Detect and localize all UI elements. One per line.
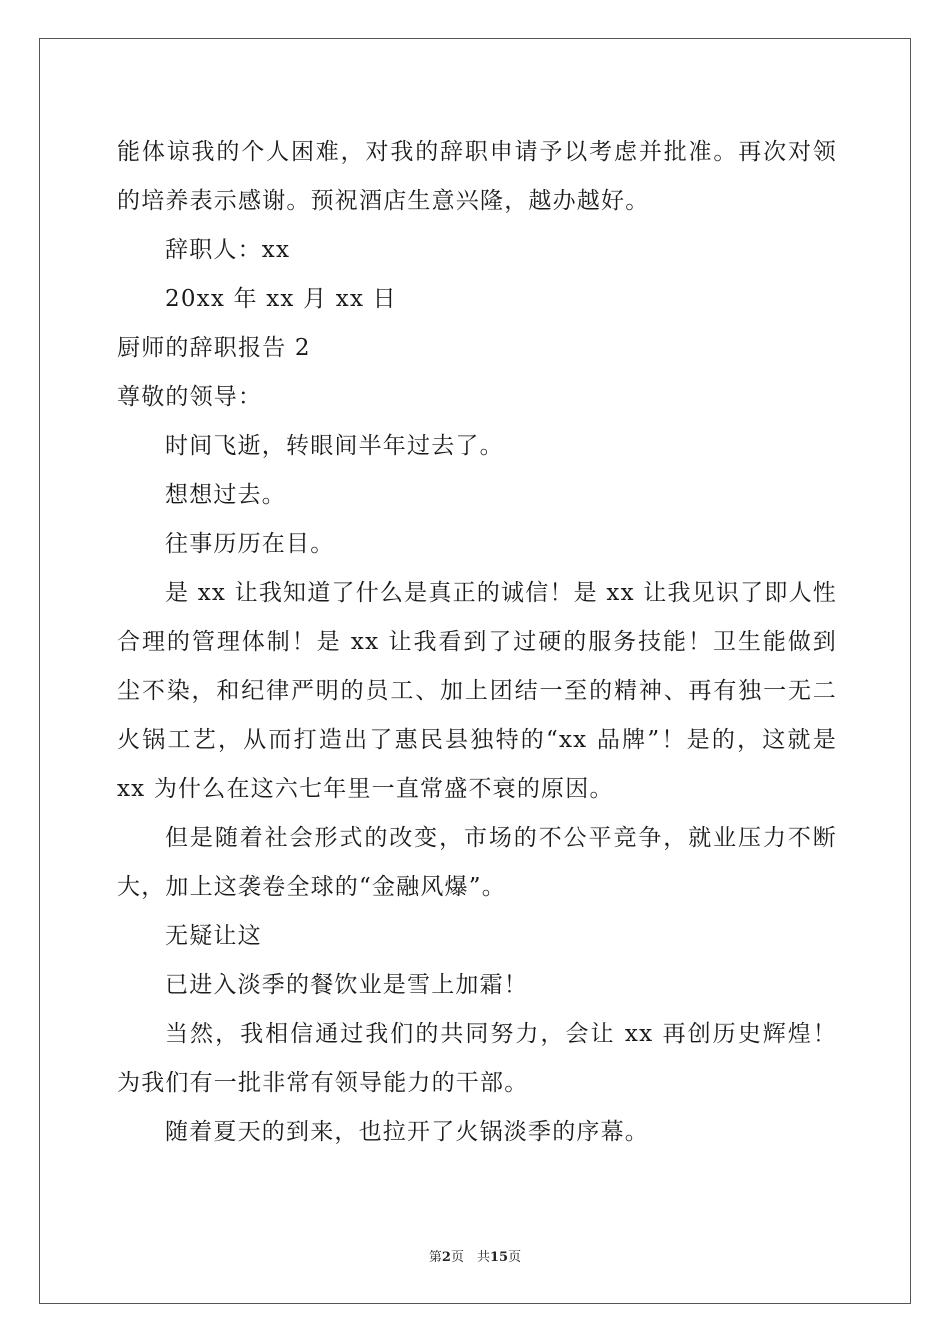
document-body (117, 128, 837, 1157)
footer-prefix: 第 (428, 1250, 442, 1265)
footer-page-total: 15 (489, 1250, 509, 1265)
document-line: 尘不染，和纪律严明的员工、加上团结一至的精神、再有独一无二 (117, 678, 837, 704)
document-line: 的培养表示感谢。预祝酒店生意兴隆，越办越好。 (117, 188, 650, 214)
footer-suffix: 页 (508, 1250, 522, 1265)
footer-middle: 页 共 (450, 1250, 490, 1265)
document-line: 是 xx 让我知道了什么是真正的诚信！是 xx 让我见识了即人性 (165, 580, 837, 606)
document-line: 无疑让这 (165, 923, 262, 949)
document-line: 厨师的辞职报告 2 (117, 335, 311, 361)
document-line: 尊敬的领导： (117, 384, 263, 410)
document-line: 但是随着社会形式的改变，市场的不公平竞争，就业压力不断 (165, 825, 837, 851)
document-line: 随着夏天的到来，也拉开了火锅淡季的序幕。 (165, 1119, 649, 1145)
page-footer (0, 1246, 950, 1265)
document-line: 能体谅我的个人困难，对我的辞职申请予以考虑并批准。再次对领 (117, 139, 837, 165)
document-line: 当然，我相信通过我们的共同努力，会让 xx 再创历史辉煌！ (165, 1021, 837, 1047)
document-line: 大，加上这袭卷全球的“金融风爆”。 (117, 874, 506, 900)
document-line: 辞职人：xx (165, 237, 291, 263)
document-line: 想想过去。 (165, 482, 286, 508)
document-line: 火锅工艺，从而打造出了惠民县独特的“xx 品牌”！是的，这就是 (117, 727, 837, 753)
document-line: xx 为什么在这六七年里一直常盛不衰的原因。 (117, 776, 614, 802)
document-line: 时间飞逝，转眼间半年过去了。 (165, 433, 504, 459)
document-line: 往事历历在目。 (165, 531, 335, 557)
document-line: 20xx 年 xx 月 xx 日 (165, 286, 397, 312)
document-line: 为我们有一批非常有领导能力的干部。 (117, 1070, 529, 1096)
footer-page-current: 2 (441, 1250, 451, 1265)
document-line: 合理的管理体制！是 xx 让我看到了过硬的服务技能！卫生能做到 (117, 629, 837, 655)
document-line: 已进入淡季的餐饮业是雪上加霜！ (165, 972, 528, 998)
